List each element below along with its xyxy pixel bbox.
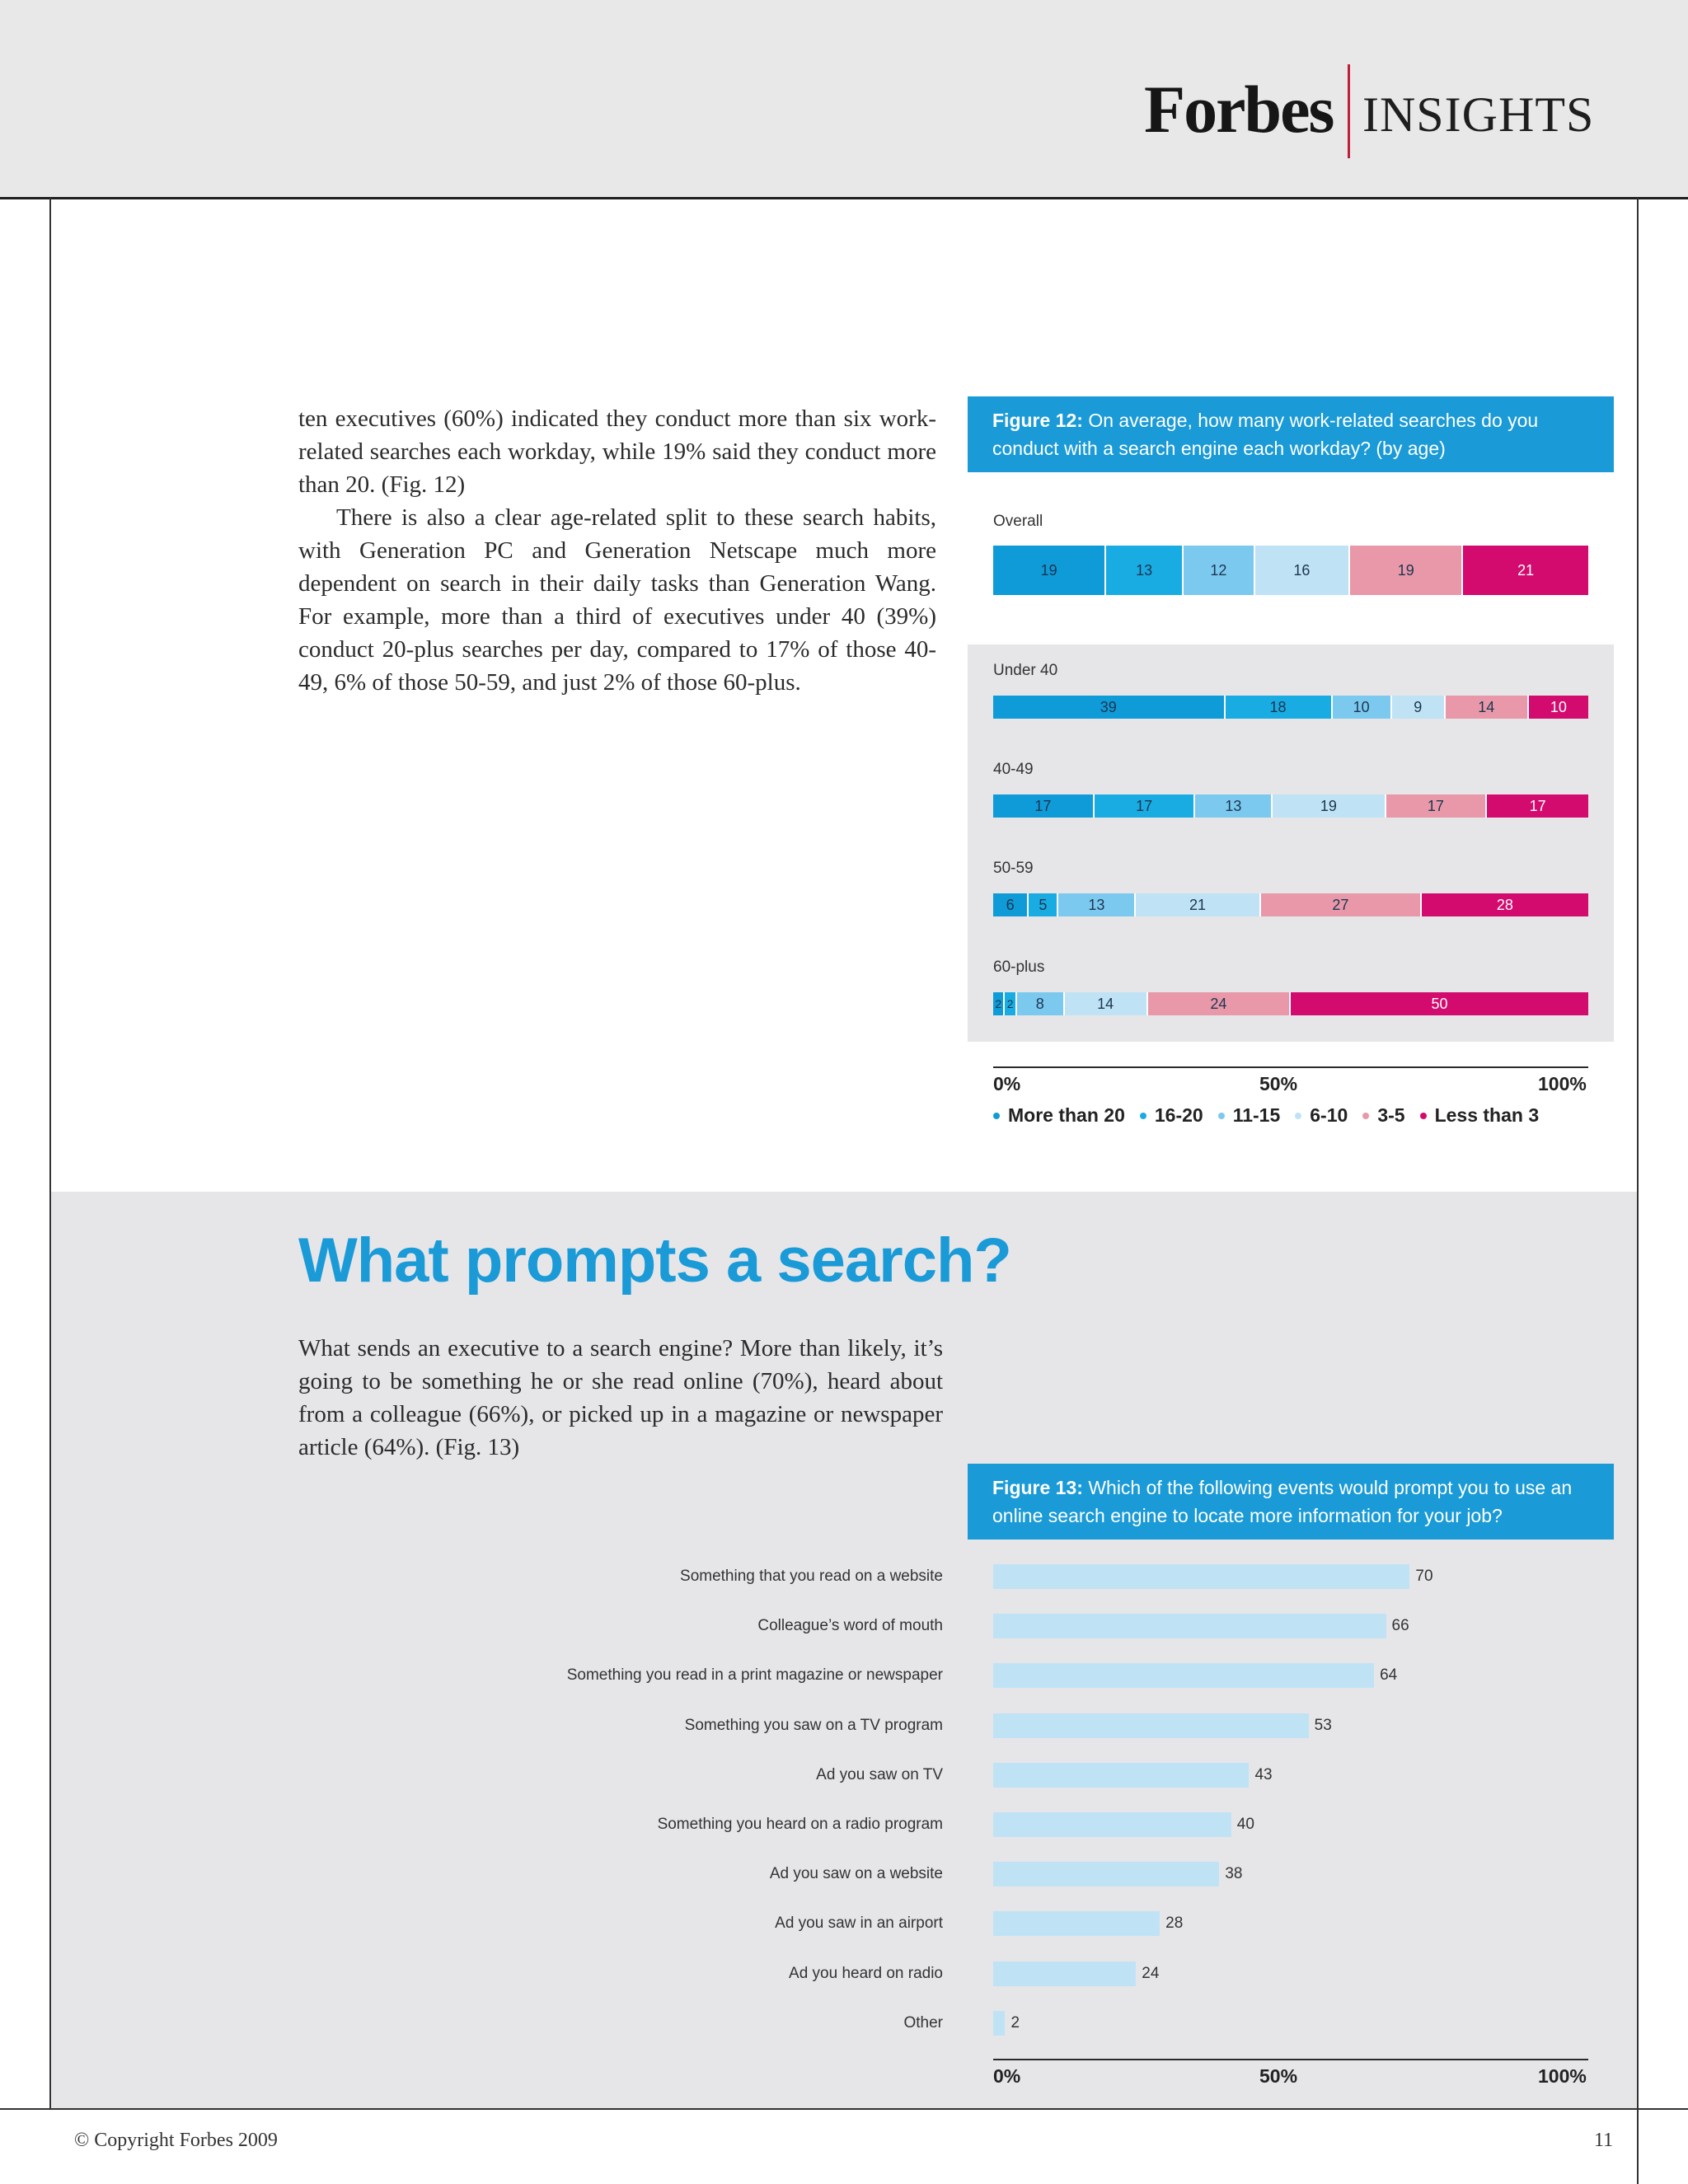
segment-value: 21 (1189, 896, 1207, 913)
bar-segment (1106, 546, 1184, 595)
legend-item (1420, 1104, 1540, 1127)
bar-segment (1148, 992, 1291, 1015)
bar-segment (1058, 893, 1136, 916)
segment-value: 13 (1088, 896, 1105, 913)
figure-12-axis-line (993, 1066, 1588, 1068)
segment-value: 16 (1293, 561, 1311, 579)
legend-swatch (1140, 1113, 1146, 1119)
segment-value: 12 (1210, 561, 1227, 579)
bar (993, 1564, 1409, 1589)
bar-row (0, 1763, 1688, 1788)
stacked-bar (993, 893, 1588, 916)
bar-segment (1029, 893, 1058, 916)
bar-category-label: Something you heard on a radio program (657, 1816, 943, 1833)
figure-12-tick-100: 100% (1538, 1073, 1587, 1094)
figure-13-tick-50: 50% (1259, 2065, 1298, 2087)
figure-13-tick-0: 0% (993, 2065, 1021, 2087)
brand-insights: INSIGHTS (1362, 87, 1595, 142)
forbes-insights-logo (1144, 64, 1595, 160)
legend-item (1218, 1104, 1281, 1127)
legend-label: 3-5 (1377, 1104, 1405, 1126)
legend-swatch (1362, 1113, 1369, 1119)
bar-segment (1487, 794, 1588, 818)
segment-value: 14 (1478, 698, 1495, 715)
bar-row (0, 1961, 1688, 1986)
bar-segment (1017, 992, 1065, 1015)
segment-value: 17 (1529, 797, 1546, 814)
segment-value: 2 (1006, 997, 1014, 1010)
figure-12-tick-50: 50% (1259, 1073, 1298, 1094)
bar-row (0, 1911, 1688, 1936)
bar-segment (1136, 893, 1261, 916)
bar-value-label: 40 (1236, 1816, 1254, 1833)
bar-category-label: Other (903, 2013, 943, 2032)
bar-value-label: 43 (1254, 1765, 1273, 1783)
stacked-bar (993, 992, 1588, 1015)
segment-value: 19 (1040, 561, 1057, 579)
segment-value: 10 (1353, 698, 1370, 715)
segment-value: 24 (1210, 995, 1227, 1012)
bar (993, 1812, 1231, 1837)
bar-segment (1273, 794, 1386, 818)
bar (993, 1713, 1309, 1738)
bar-segment (1422, 893, 1588, 916)
figure-12-legend (993, 1104, 1620, 1127)
bar-segment (1095, 794, 1196, 818)
segment-value: 28 (1496, 896, 1513, 913)
brand-divider (1348, 64, 1350, 158)
bar-category-label: Something that you read on a website (680, 1568, 943, 1585)
bar-category-label: Colleague’s word of mouth (757, 1617, 943, 1635)
stacked-bar (993, 546, 1588, 595)
bar-segment (993, 696, 1226, 719)
figure-12-header (968, 396, 1614, 472)
bar-value-label: 38 (1225, 1865, 1243, 1883)
figure-12-question: On average, how many work-related searches do you conduct with a search engine each workday? (by age) (992, 410, 1539, 459)
bar-segment (1255, 546, 1351, 595)
brand-forbes: Forbes (1144, 72, 1334, 147)
figure-12-label: Figure 12: (992, 410, 1083, 431)
bar-segment (1446, 696, 1529, 719)
section-title: What prompts a search? (298, 1226, 1011, 1296)
legend-swatch (1420, 1113, 1427, 1119)
bar-segment (993, 546, 1106, 595)
age-group-label: 50-59 (993, 860, 1034, 877)
bar-value-label: 64 (1380, 1666, 1398, 1685)
bar (993, 1614, 1386, 1638)
bar-row (0, 1564, 1688, 1589)
bar-segment (1463, 546, 1588, 595)
bar-segment (993, 992, 1005, 1015)
segment-value: 19 (1320, 797, 1337, 814)
bar-segment (1226, 696, 1333, 719)
segment-value: 14 (1097, 995, 1114, 1012)
segment-value: 13 (1225, 797, 1242, 814)
footer-rule (0, 2108, 1688, 2110)
segment-value: 9 (1414, 698, 1423, 715)
legend-swatch (993, 1113, 1000, 1119)
bar-segment (1195, 794, 1273, 818)
segment-value: 17 (1034, 797, 1052, 814)
bar-category-label: Ad you saw in an airport (775, 1915, 943, 1933)
segment-value: 5 (1039, 896, 1048, 913)
intro-paragraph-1: ten executives (60%) indicated they conduct more than six work-related searches each workday, while 19% said they conduct more than 20. (Fig. 12) (298, 405, 936, 498)
segment-value: 19 (1397, 561, 1414, 579)
segment-value: 18 (1269, 698, 1287, 715)
bar-row (0, 1862, 1688, 1886)
legend-item (1362, 1104, 1404, 1127)
bar-segment (1392, 696, 1446, 719)
figure-12-tick-0: 0% (993, 1073, 1021, 1094)
bar-segment (1184, 546, 1255, 595)
segment-value: 27 (1332, 896, 1349, 913)
age-group-label: Overall (993, 513, 1043, 530)
legend-swatch (1218, 1113, 1225, 1119)
legend-label: 6-10 (1310, 1104, 1348, 1126)
intro-paragraph-2: There is also a clear age-related split to these search habits, with Generation PC and Generation Netscape much more dependent on search in their daily tasks than Generation Wang. For example, more than a third of executives under 40 (39%) conduct 20-plus searches per day, compared to 17% of those 40-49, 6% of those 50-59, and just 2% of those 60-plus. (298, 504, 936, 696)
legend-item (993, 1104, 1125, 1127)
legend-label: Less than 3 (1434, 1104, 1540, 1126)
bar-segment (993, 794, 1095, 818)
bar-category-label: Something you saw on a TV program (684, 1716, 943, 1734)
stacked-bar (993, 696, 1588, 719)
segment-value: 17 (1427, 797, 1444, 814)
figure-13-tick-100: 100% (1538, 2065, 1587, 2087)
bar-value-label: 66 (1391, 1617, 1409, 1635)
bar (993, 2011, 1005, 2036)
segment-value: 8 (1035, 995, 1044, 1012)
bar-value-label: 53 (1314, 1716, 1332, 1734)
bar (993, 1911, 1160, 1936)
figure-13-question: Which of the following events would prompt you to use an online search engine to locate more information for your job? (992, 1477, 1573, 1526)
segment-value: 50 (1431, 995, 1448, 1012)
bar-segment (1350, 546, 1463, 595)
bar-category-label: Ad you heard on radio (789, 1964, 943, 1982)
bar-segment (1333, 696, 1392, 719)
masthead (0, 0, 1688, 199)
figure-13-axis-line (993, 2059, 1588, 2060)
segment-value: 17 (1136, 797, 1153, 814)
age-group-label: 40-49 (993, 761, 1034, 778)
bar-segment (1529, 696, 1588, 719)
footer-copyright: © Copyright Forbes 2009 (74, 2130, 278, 2151)
bar-row (0, 1812, 1688, 1837)
section-paragraph: What sends an executive to a search engine? More than likely, it’s going to be something he or she read online (70%), heard about from a colleague (66%), or picked up in a magazine or newspaper article (64%). (Fig. 13) (298, 1335, 943, 1460)
bar-category-label: Ad you saw on a website (769, 1865, 943, 1883)
age-group-label: Under 40 (993, 662, 1058, 679)
segment-value: 2 (995, 997, 1002, 1010)
bar-value-label: 70 (1415, 1568, 1433, 1585)
bar-segment (1261, 893, 1422, 916)
page-number: 11 (1594, 2130, 1614, 2151)
bar (993, 1862, 1219, 1886)
bar-segment (1065, 992, 1148, 1015)
bar-segment (993, 893, 1029, 916)
segment-value: 10 (1550, 698, 1567, 715)
bar-row (0, 1663, 1688, 1688)
segment-value: 21 (1517, 561, 1535, 579)
bar (993, 1663, 1374, 1688)
legend-label: 11-15 (1232, 1104, 1281, 1126)
figure-13-header (968, 1464, 1614, 1540)
figure-13-label: Figure 13: (992, 1477, 1083, 1498)
bar-row (0, 1713, 1688, 1738)
age-group-label: 60-plus (993, 958, 1045, 976)
bar-segment (1386, 794, 1488, 818)
bar-segment (1291, 992, 1588, 1015)
segment-value: 39 (1100, 698, 1117, 715)
legend-label: More than 20 (1008, 1104, 1125, 1126)
legend-item (1140, 1104, 1203, 1127)
bar-row (0, 2011, 1688, 2036)
bar-segment (1005, 992, 1016, 1015)
bar-value-label: 24 (1142, 1964, 1160, 1982)
bar-row (0, 1614, 1688, 1638)
segment-value: 6 (1006, 896, 1015, 913)
bar-category-label: Ad you saw on TV (816, 1765, 943, 1783)
bar-value-label: 2 (1010, 2013, 1020, 2032)
legend-swatch (1295, 1113, 1301, 1119)
legend-label: 16-20 (1154, 1104, 1203, 1126)
segment-value: 13 (1136, 561, 1153, 579)
stacked-bar (993, 794, 1588, 818)
bar (993, 1961, 1136, 1986)
bar (993, 1763, 1249, 1788)
bar-category-label: Something you read in a print magazine or newspaper (566, 1666, 943, 1685)
bar-value-label: 28 (1165, 1915, 1184, 1933)
legend-item (1295, 1104, 1348, 1127)
